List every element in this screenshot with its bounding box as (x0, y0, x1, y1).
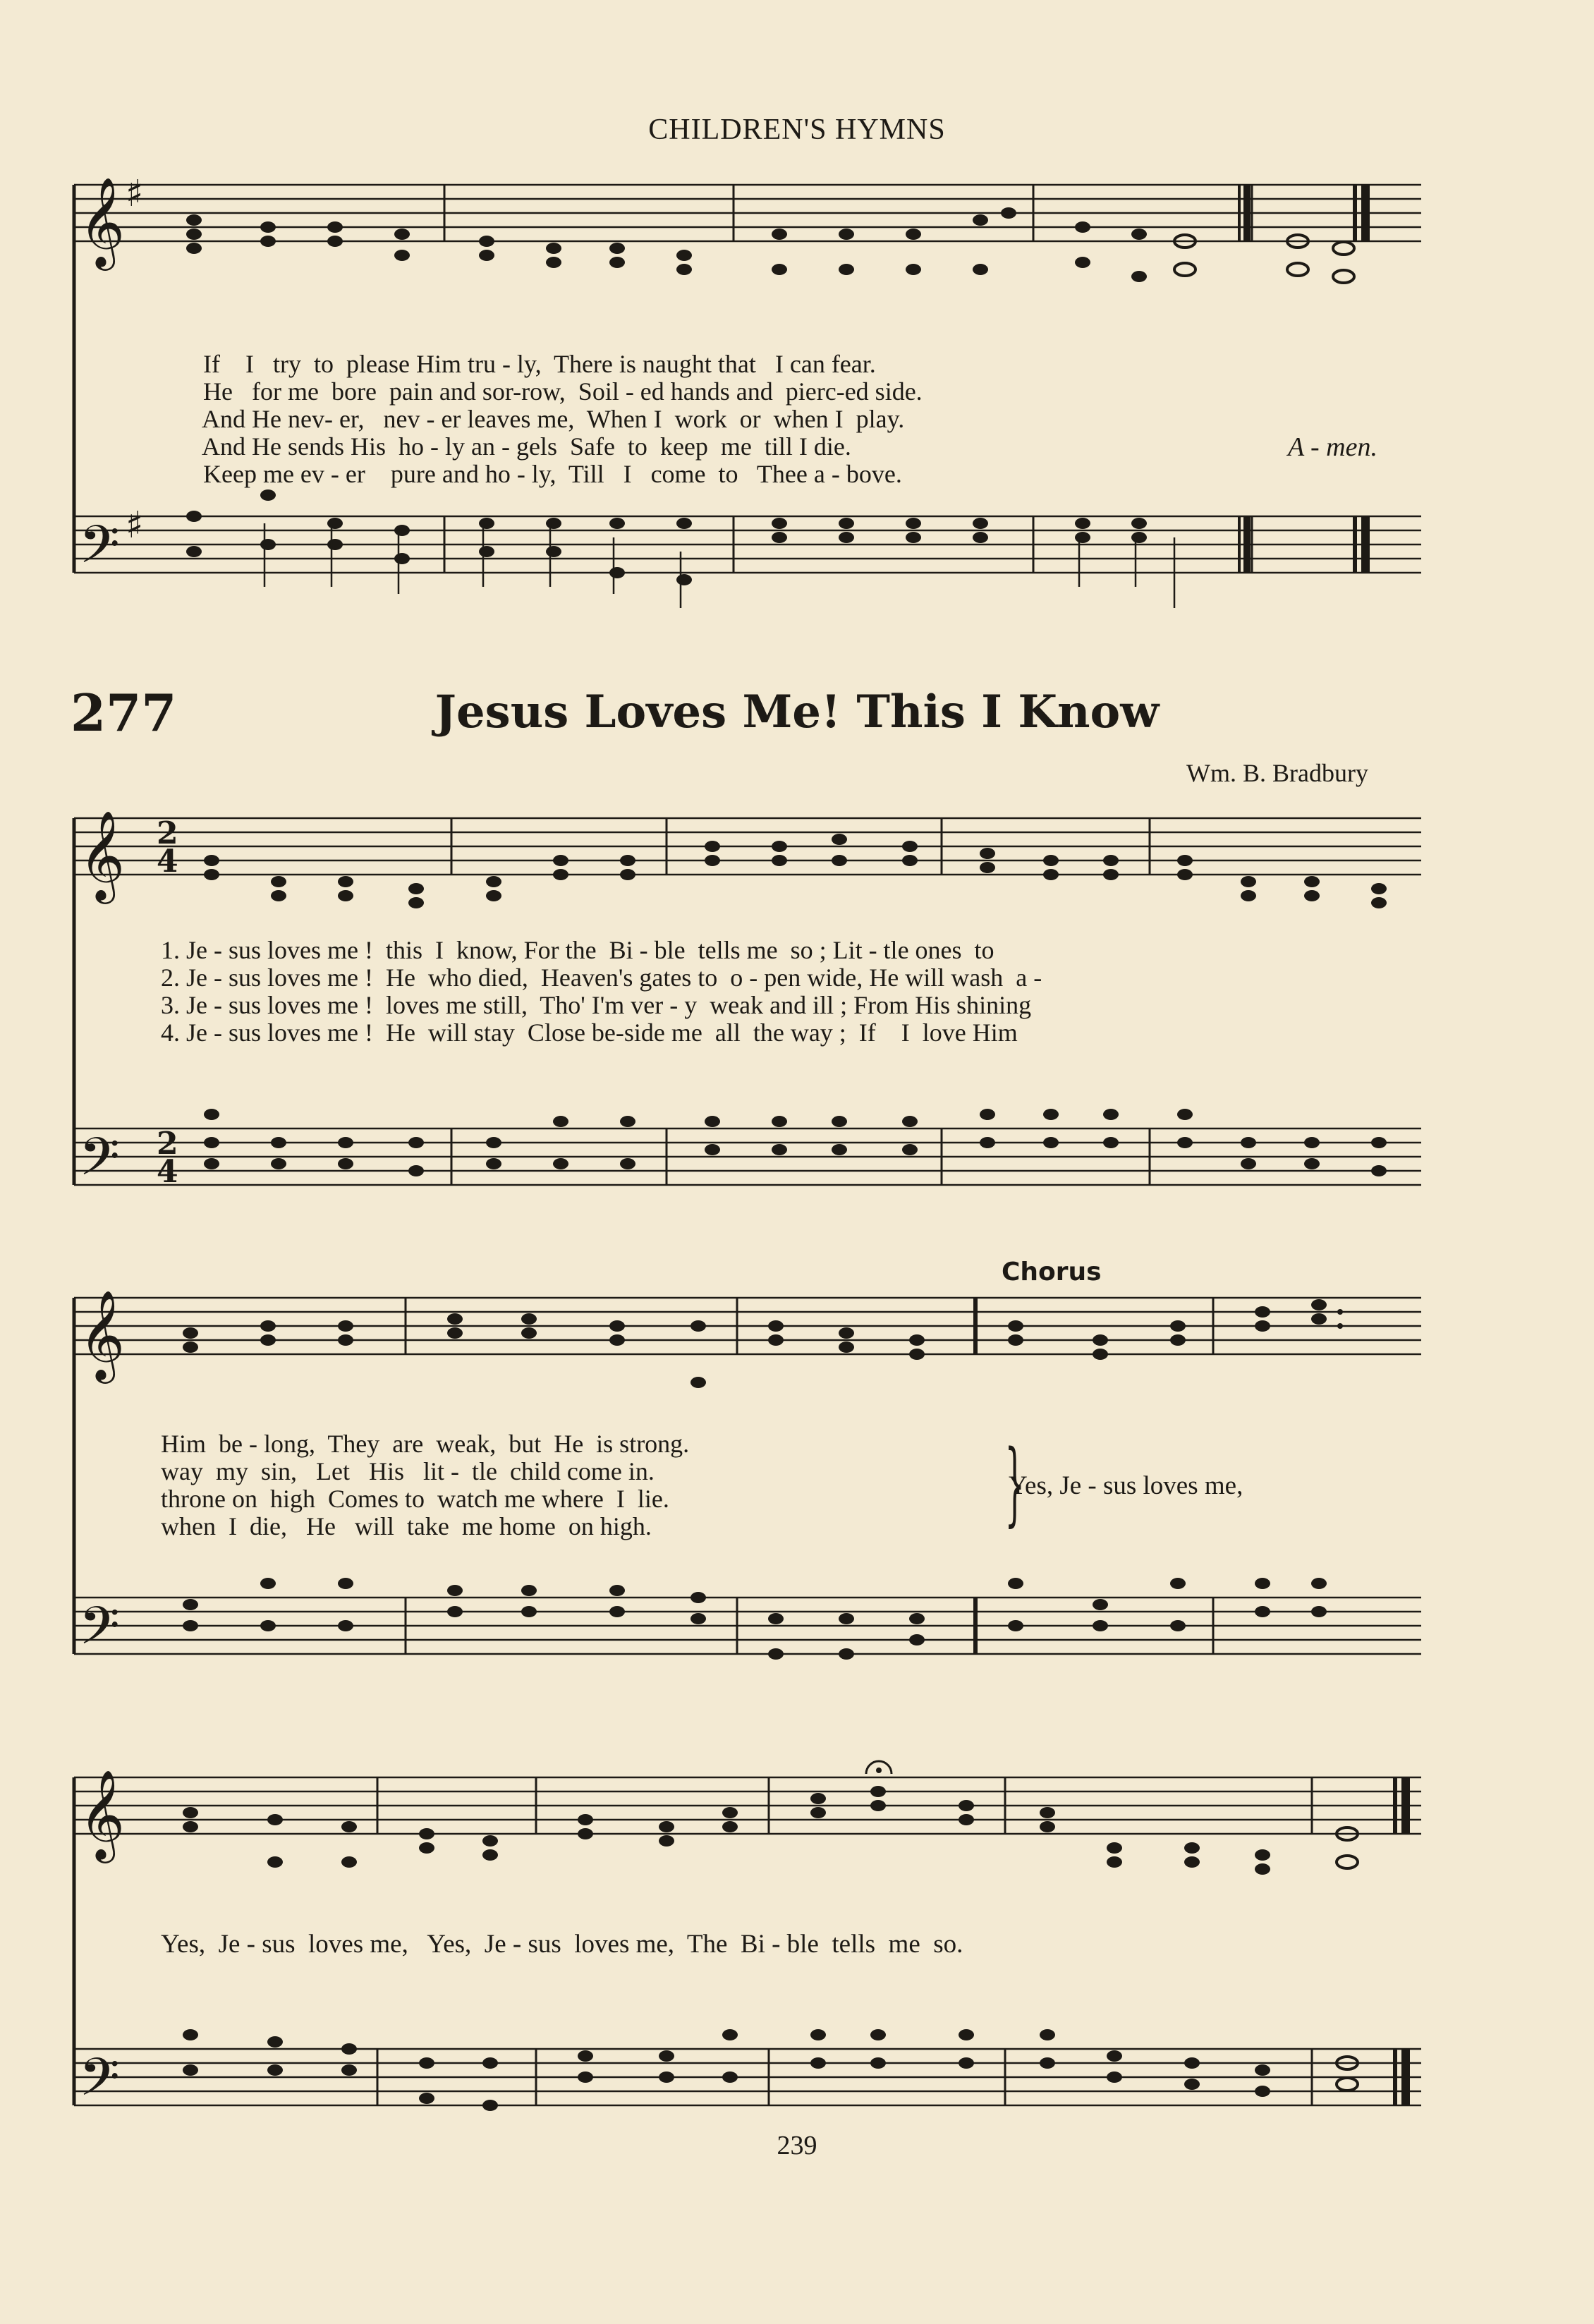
verse-line-3: 3. Je - sus loves me ! loves me still, Tho' I'm ver - y weak and ill ; From His shining (161, 991, 1032, 1019)
cont-line-1: Him be - long, They are weak, but He is strong. (161, 1430, 690, 1458)
time-top-treble: 2 (157, 815, 178, 851)
section-header: CHILDREN'S HYMNS (648, 114, 946, 146)
composer: Wm. B. Bradbury (1186, 759, 1368, 787)
prev-verse-2: He for me bore pain and sor-row, Soil - ed hands and pierc-ed side. (203, 377, 923, 406)
cont-line-2: way my sin, Let His lit - tle child come in. (161, 1457, 655, 1485)
prev-verse-1: If I try to please Him tru - ly, There is naught that I can fear. (203, 350, 876, 378)
amen: A - men. (1288, 432, 1377, 462)
svg-text:𝄞: 𝄞 (79, 810, 126, 900)
chorus-first-line: Yes, Je - sus loves me, (1009, 1471, 1243, 1500)
verse-line-1: 1. Je - sus loves me ! this I know, For the Bi - ble tells me so ; Lit - tle ones to (161, 936, 994, 964)
verse-line-2: 2. Je - sus loves me ! He who died, Heaven's gates to o - pen wide, He will wash a - (161, 963, 1042, 992)
prev-verse-3: And He nev- er, nev - er leaves me, When I work or when I play. (202, 405, 905, 433)
final-line: Yes, Je - sus loves me, Yes, Je - sus loves me, The Bi - ble tells me so. (161, 1930, 963, 1959)
svg-text:𝄞: 𝄞 (79, 1769, 126, 1859)
prev-verse-5: Keep me ev - er pure and ho - ly, Till I come to Thee a - bove. (203, 460, 902, 488)
svg-text:♯: ♯ (126, 173, 144, 215)
chorus-label: Chorus (1002, 1258, 1102, 1286)
svg-text:𝄢: 𝄢 (79, 1595, 120, 1669)
cont-line-4: when I die, He will take me home on high. (161, 1512, 652, 1540)
time-bottom-bass: 4 (157, 1154, 178, 1190)
verse-line-4: 4. Je - sus loves me ! He will stay Close be-side me all the way ; If I love Him (161, 1018, 1018, 1047)
verse-brace: } (1004, 1431, 1025, 1536)
svg-text:𝄞: 𝄞 (79, 176, 126, 267)
svg-text:𝄢: 𝄢 (79, 1126, 120, 1200)
prev-verse-4: And He sends His ho - ly an - gels Safe to keep me till I die. (202, 432, 851, 461)
hymn-number: 277 (71, 683, 177, 743)
hymn-title: Jesus Loves Me! This I Know (434, 686, 1160, 738)
page-number: 239 (777, 2131, 817, 2160)
svg-text:𝄞: 𝄞 (79, 1289, 126, 1380)
svg-text:♯: ♯ (126, 504, 144, 547)
svg-text:𝄢: 𝄢 (79, 514, 120, 588)
time-bottom-treble: 4 (157, 844, 178, 880)
time-top-bass: 2 (157, 1126, 178, 1162)
cont-line-3: throne on high Comes to watch me where I lie. (161, 1485, 669, 1513)
svg-text:𝄢: 𝄢 (79, 2047, 120, 2121)
